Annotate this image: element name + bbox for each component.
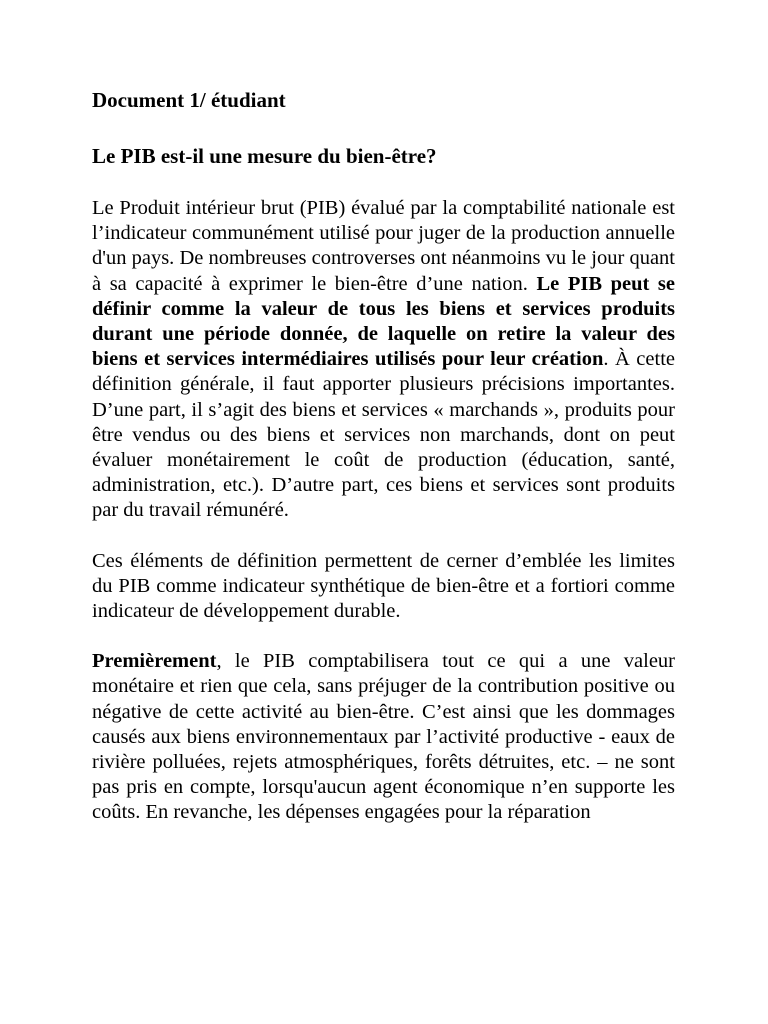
paragraph-limits [92, 549, 675, 625]
paragraph-bold-text: Premièrement [92, 650, 217, 673]
paragraph-premierement [92, 649, 675, 825]
paragraph-bold-text: Le PIB peut se définir comme la valeur de tous les biens et services produits durant une période donnée, de laquelle on retire la valeur des biens et services intermédiaires utilisés pour leur création [92, 272, 676, 371]
paragraph-text: . À cette définition générale, il faut apporter plusieurs précisions importantes. D’une part, il s’agit des biens et services « marchands », produits pour être vendus ou des biens et services non marchands, dont on peut évaluer monétairement le coût de production (éducation, santé, administration, etc.). D’autre part, ces biens et services sont produits par du travail rémunéré. [92, 348, 675, 522]
paragraph-text: Ces éléments de définition permettent de cerner d’emblée les limites du PIB comme indicateur synthétique de bien-être et a fortiori comme indicateur de développement durable. [92, 549, 675, 623]
paragraph-text: Le Produit intérieur brut (PIB) évalué par la comptabilité nationale est l’indicateur communément utilisé pour juger de la production annuelle d'un pays. De nombreuses controverses ont néanmoins vu le jour quant à sa capacité à exprimer le bien-être d’une nation. [92, 197, 675, 295]
document-page [92, 84, 675, 851]
document-title: Le PIB est-il une mesure du bien-être? [92, 144, 437, 168]
document-label: Document 1/ étudiant [92, 88, 286, 112]
paragraph-definition [92, 196, 675, 524]
paragraph-text: , le PIB comptabilisera tout ce qui a une valeur monétaire et rien que cela, sans préjuger de la contribution positive ou négative de cette activité au bien-être. C’est ainsi que les dommages causés aux biens environnementaux par l’activité productive - eaux de rivière polluées, rejets atmosphériques, forêts détruites, etc. – ne sont pas pris en compte, lorsqu'aucun agent économique n’en supporte les coûts. En revanche, les dépenses engagées pour la réparation [92, 650, 675, 824]
